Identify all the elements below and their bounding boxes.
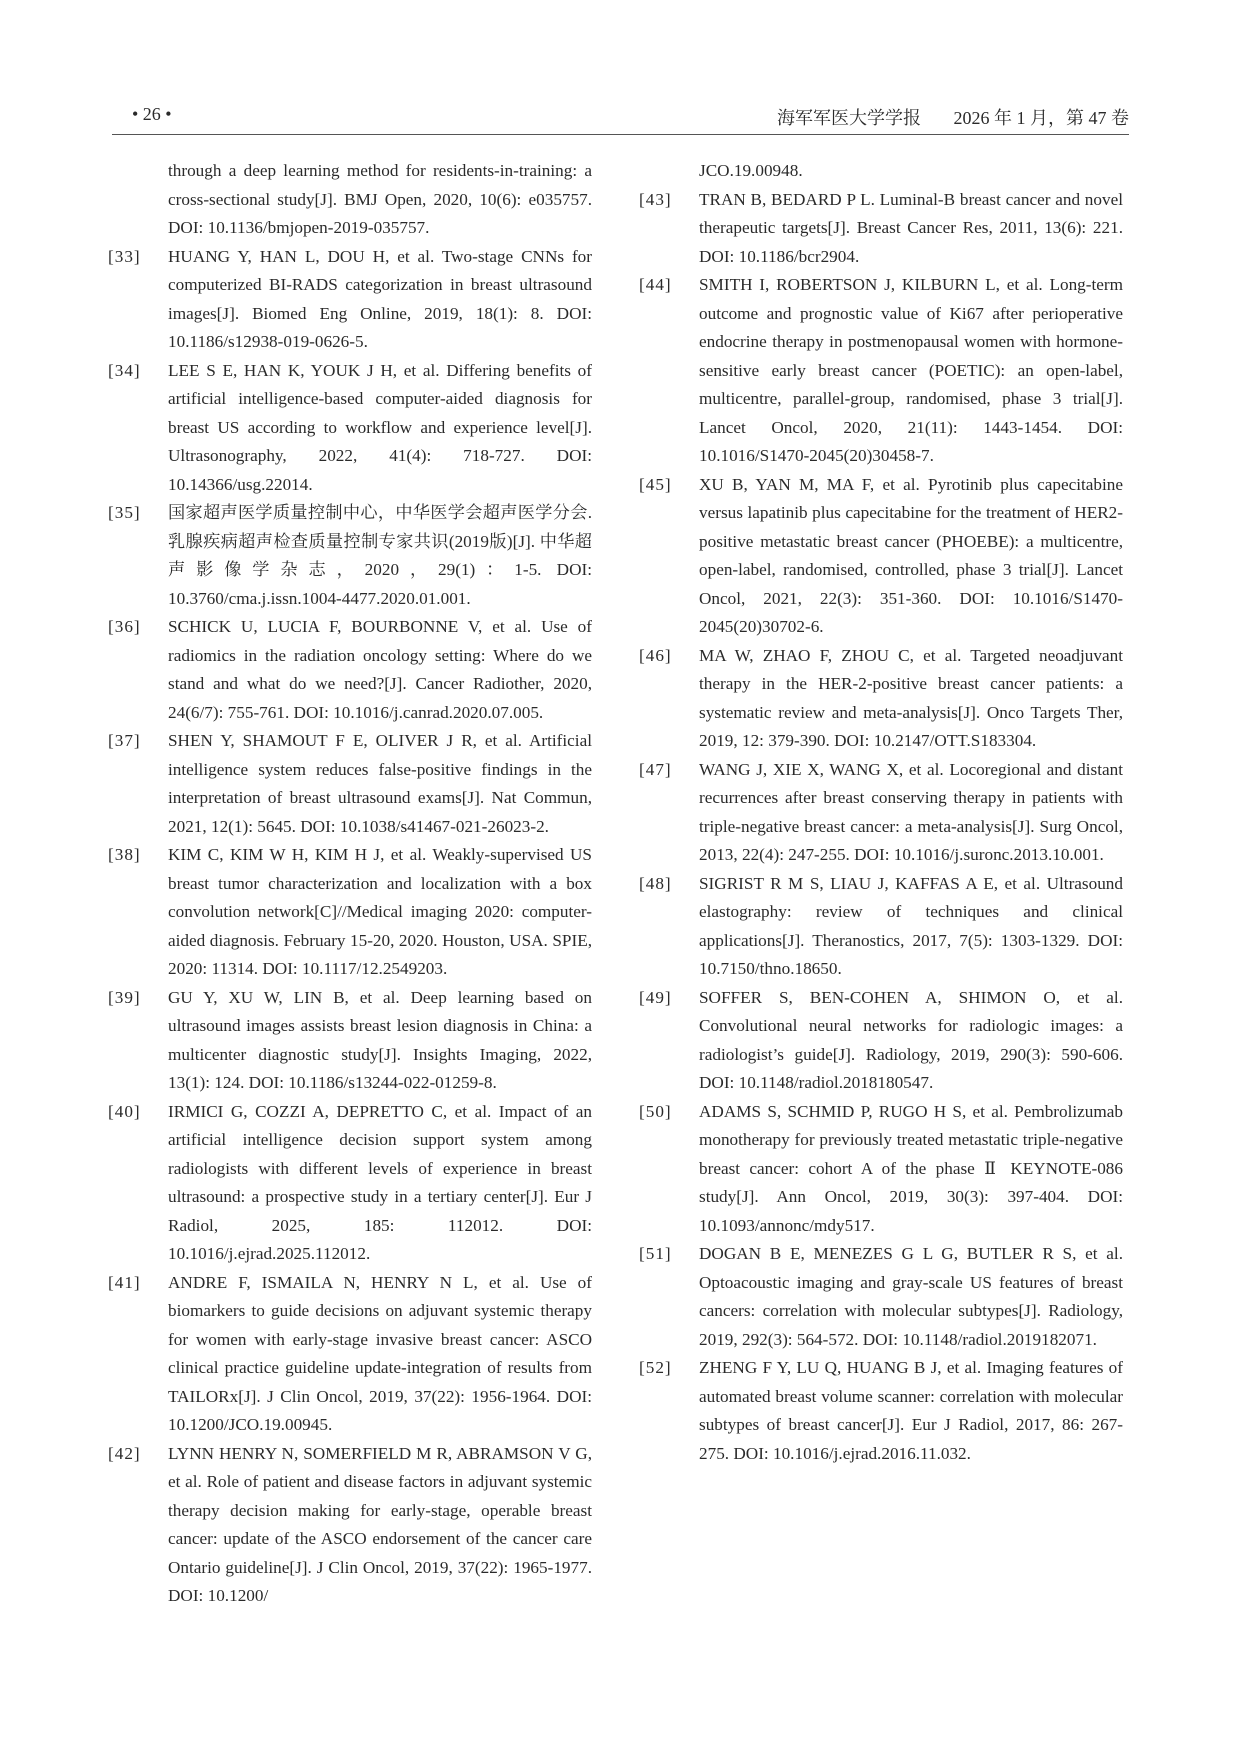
reference-text: XU B, YAN M, MA F, et al. Pyrotinib plus capecitabine versus lapatinib plus capecitabine for the treatment of HER2-positive metastatic breast cancer (PHOEBE): a multicentre, open-label, randomised, controlled, phase 3 trial[J]. Lancet Oncol, 2021, 22(3): 351-360. DOI: 10.1016/S1470-2045(20)30702-6. <box>699 474 1123 636</box>
journal-info <box>749 104 1129 130</box>
reference-item <box>108 613 592 727</box>
reference-number: [37] <box>108 731 141 750</box>
reference-number: [40] <box>108 1101 141 1121</box>
reference-number: [42] <box>108 1443 141 1463</box>
reference-item <box>108 841 592 984</box>
reference-number: [39] <box>108 987 141 1007</box>
reference-number: [44] <box>639 275 672 294</box>
reference-number: [46] <box>639 645 672 665</box>
reference-text: DOGAN B E, MENEZES G L G, BUTLER R S, et al. Optoacoustic imaging and gray-scale US features of breast cancers: correlation with molecular subtypes[J]. Radiology, 2019, 292(3): 564-572. DOI: 10.1148/radiol.2019182071. <box>699 1244 1123 1349</box>
reference-item <box>639 271 1123 471</box>
reference-column-left <box>108 157 592 1611</box>
reference-number: [50] <box>639 1101 672 1121</box>
reference-number: [43] <box>639 189 672 209</box>
reference-item <box>108 1098 592 1269</box>
reference-item <box>108 1269 592 1440</box>
page-number: • 26 • <box>132 104 172 124</box>
reference-number: [51] <box>639 1244 672 1263</box>
reference-text: JCO.19.00948. <box>699 161 803 180</box>
reference-number: [34] <box>108 360 141 380</box>
reference-number: [36] <box>108 617 141 636</box>
reference-text: HUANG Y, HAN L, DOU H, et al. Two-stage CNNs for computerized BI-RADS categorization in breast ultrasound images[J]. Biomed Eng Online, 2019, 18(1): 8. DOI: 10.1186/s12938-019-0626-5. <box>168 246 592 351</box>
reference-item <box>639 1354 1123 1468</box>
reference-item <box>639 756 1123 870</box>
reference-text: KIM C, KIM W H, KIM H J, et al. Weakly-supervised US breast tumor characterization and localization with a box convolution network[C]//Medical imaging 2020: computer-aided diagnosis. February 15-20, 2020. Houston, USA. SPIE, 2020: 11314. DOI: 10.1117/12.2549203. <box>168 845 592 978</box>
reference-text: LEE S E, HAN K, YOUK J H, et al. Differing benefits of artificial intelligence-based computer-aided diagnosis for breast US according to workflow and experience level[J]. Ultrasonography, 2022, 41(4): 718-727. DOI: 10.14366/usg.22014. <box>168 360 592 494</box>
issue-info: 2026 年 1 月，第 47 卷 <box>953 108 1129 128</box>
reference-text: SOFFER S, BEN-COHEN A, SHIMON O, et al. Convolutional neural networks for radiologic images: a radiologist’s guide[J]. Radiology, 2019, 290(3): 590-606. DOI: 10.1148/radiol.2018180547. <box>699 987 1123 1092</box>
reference-number: [49] <box>639 987 672 1007</box>
reference-text: SMITH I, ROBERTSON J, KILBURN L, et al. Long-term outcome and prognostic value of Ki67 after perioperative endocrine therapy in postmenopausal women with hormone-sensitive early breast cancer (POETIC): an open-label, multicentre, parallel-group, randomised, phase 3 trial[J]. Lancet Oncol, 2020, 21(11): 1443-1454. DOI: 10.1016/S1470-2045(20)30458-7. <box>699 275 1123 465</box>
journal-name: 海军军医大学学报 <box>777 108 921 128</box>
reference-item <box>639 471 1123 642</box>
reference-column-right <box>639 157 1123 1468</box>
reference-item <box>108 727 592 841</box>
running-header <box>112 100 1129 135</box>
reference-text: IRMICI G, COZZI A, DEPRETTO C, et al. Impact of an artificial intelligence decision support system among radiologists with different levels of experience in breast ultrasound: a prospective study in a tertiary center[J]. Eur J Radiol, 2025, 185: 112012. DOI: 10.1016/j.ejrad.2025.112012. <box>168 1101 592 1263</box>
reference-text: SHEN Y, SHAMOUT F E, OLIVER J R, et al. Artificial intelligence system reduces false-positive findings in the interpretation of breast ultrasound exams[J]. Nat Commun, 2021, 12(1): 5645. DOI: 10.1038/s41467-021-26023-2. <box>168 731 592 836</box>
reference-text: MA W, ZHAO F, ZHOU C, et al. Targeted neoadjuvant therapy in the HER-2-positive breast cancer patients: a systematic review and meta-analysis[J]. Onco Targets Ther, 2019, 12: 379-390. DOI: 10.2147/OTT.S183304. <box>699 645 1123 750</box>
reference-item <box>108 157 592 243</box>
reference-number: [33] <box>108 246 141 266</box>
reference-item <box>639 642 1123 756</box>
reference-item <box>639 1240 1123 1354</box>
reference-item <box>639 1098 1123 1241</box>
reference-item <box>108 357 592 500</box>
reference-number: [38] <box>108 845 141 864</box>
reference-item <box>108 1440 592 1611</box>
reference-text: ADAMS S, SCHMID P, RUGO H S, et al. Pembrolizumab monotherapy for previously treated metastatic triple-negative breast cancer: cohort A of the phase Ⅱ KEYNOTE-086 study[J]. Ann Oncol, 2019, 30(3): 397-404. DOI: 10.1093/annonc/mdy517. <box>699 1101 1123 1235</box>
reference-item <box>639 157 1123 186</box>
reference-item <box>639 870 1123 984</box>
reference-item <box>108 984 592 1098</box>
reference-number: [35] <box>108 503 141 522</box>
reference-number: [41] <box>108 1272 141 1292</box>
reference-item <box>108 499 592 613</box>
reference-text: ZHENG F Y, LU Q, HUANG B J, et al. Imaging features of automated breast volume scanner: correlation with molecular subtypes of breast cancer[J]. Eur J Radiol, 2017, 86: 267-275. DOI: 10.1016/j.ejrad.2016.11.032. <box>699 1358 1123 1463</box>
reference-text: SIGRIST R M S, LIAU J, KAFFAS A E, et al. Ultrasound elastography: review of techniques and clinical applications[J]. Theranostics, 2017, 7(5): 1303-1329. DOI: 10.7150/thno.18650. <box>699 873 1123 978</box>
reference-text: SCHICK U, LUCIA F, BOURBONNE V, et al. Use of radiomics in the radiation oncology setting: Where do we stand and what do we need?[J]. Cancer Radiother, 2020, 24(6/7): 755-761. DOI: 10.1016/j.canrad.2020.07.005. <box>168 617 592 722</box>
reference-text: GU Y, XU W, LIN B, et al. Deep learning based on ultrasound images assists breast lesion diagnosis in China: a multicenter diagnostic study[J]. Insights Imaging, 2022, 13(1): 124. DOI: 10.1186/s13244-022-01259-8. <box>168 987 592 1092</box>
reference-item <box>639 186 1123 272</box>
reference-text: ANDRE F, ISMAILA N, HENRY N L, et al. Use of biomarkers to guide decisions on adjuvant systemic therapy for women with early-stage invasive breast cancer: ASCO clinical practice guideline update-integration of results from TAILORx[J]. J Clin Oncol, 2019, 37(22): 1956-1964. DOI: 10.1200/JCO.19.00945. <box>168 1272 592 1434</box>
reference-text: TRAN B, BEDARD P L. Luminal-B breast cancer and novel therapeutic targets[J]. Breast Cancer Res, 2011, 13(6): 221. DOI: 10.1186/bcr2904. <box>699 189 1123 266</box>
reference-number: [45] <box>639 474 672 494</box>
reference-text: LYNN HENRY N, SOMERFIELD M R, ABRAMSON V G, et al. Role of patient and disease factors in adjuvant systemic therapy decision making for early-stage, operable breast cancer: update of the ASCO endorsement of the cancer care Ontario guideline[J]. J Clin Oncol, 2019, 37(22): 1965-1977. DOI: 10.1200/ <box>168 1443 592 1605</box>
reference-item <box>108 243 592 357</box>
reference-text: WANG J, XIE X, WANG X, et al. Locoregional and distant recurrences after breast conserving therapy in patients with triple-negative breast cancer: a meta-analysis[J]. Surg Oncol, 2013, 22(4): 247-255. DOI: 10.1016/j.suronc.2013.10.001. <box>699 759 1123 864</box>
reference-number: [47] <box>639 759 672 779</box>
reference-number: [48] <box>639 873 672 893</box>
reference-item <box>639 984 1123 1098</box>
reference-number: [52] <box>639 1358 672 1377</box>
reference-text: through a deep learning method for residents-in-training: a cross-sectional study[J]. BMJ Open, 2020, 10(6): e035757. DOI: 10.1136/bmjopen-2019-035757. <box>168 161 592 237</box>
reference-text: 国家超声医学质量控制中心，中华医学会超声医学分会. 乳腺疾病超声检查质量控制专家共识(2019版)[J]. 中华超声影像学杂志，2020，29(1)：1-5. DOI: 10.3760/cma.j.issn.1004-4477.2020.01.001. <box>168 503 592 608</box>
